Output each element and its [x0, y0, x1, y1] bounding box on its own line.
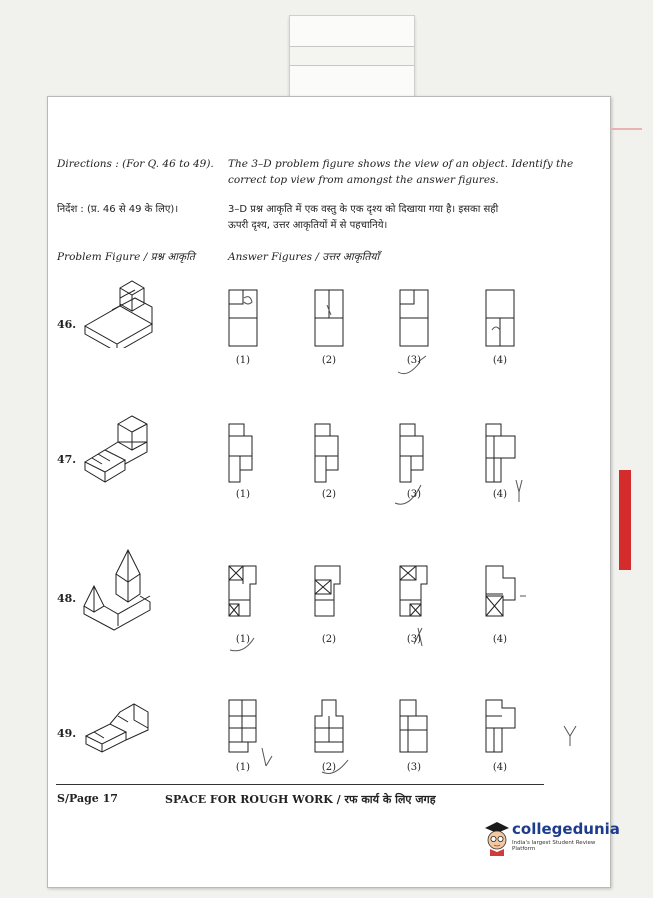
problem-figure-header: Problem Figure / प्रश्न आकृति — [57, 251, 195, 263]
option-label: (3) — [406, 355, 422, 366]
option-label: (4) — [492, 762, 508, 773]
option-label: (3) — [406, 489, 422, 500]
footer-divider — [56, 784, 544, 785]
option-label: (2) — [321, 355, 337, 366]
directions-line-1: The 3–D problem figure shows the view of an object. Identify the — [228, 158, 574, 170]
student-mascot-icon — [482, 818, 512, 856]
question-number: 47. — [57, 453, 77, 466]
option-label: (3) — [406, 634, 422, 645]
logo-name: collegedunia — [512, 820, 620, 838]
option-label: (1) — [235, 489, 251, 500]
question-number: 48. — [57, 592, 77, 605]
directions-label: Directions : (For Q. 46 to 49). — [57, 158, 214, 170]
hindi-directions-label: निर्देश : (प्र. 46 से 49 के लिए)। — [57, 204, 179, 215]
option-label: (2) — [321, 634, 337, 645]
option-label: (2) — [321, 489, 337, 500]
option-label: (1) — [235, 634, 251, 645]
logo-tagline: India's largest Student Review Platform — [512, 840, 596, 852]
hindi-directions-line-1: 3–D प्रश्न आकृति में एक वस्तु के एक दृश्य को दिखाया गया है। इसका सही — [228, 204, 499, 215]
hindi-directions-line-2: ऊपरी दृश्य, उत्तर आकृतियों में से पहचानिये। — [228, 220, 388, 231]
rough-work-label: SPACE FOR ROUGH WORK / रफ कार्य के लिए जगह — [165, 793, 436, 806]
page-number: S/Page 17 — [57, 792, 118, 805]
option-label: (2) — [321, 762, 337, 773]
option-label: (4) — [492, 489, 508, 500]
option-label: (3) — [406, 762, 422, 773]
question-number: 46. — [57, 318, 77, 331]
option-label: (1) — [235, 355, 251, 366]
option-label: (1) — [235, 762, 251, 773]
collegedunia-logo — [482, 818, 620, 858]
answer-figures-header: Answer Figures / उत्तर आकृतियाँ — [228, 251, 380, 263]
directions-line-2: correct top view from amongst the answer figures. — [228, 174, 499, 186]
option-label: (4) — [492, 355, 508, 366]
question-number: 49. — [57, 727, 77, 740]
option-label: (4) — [492, 634, 508, 645]
